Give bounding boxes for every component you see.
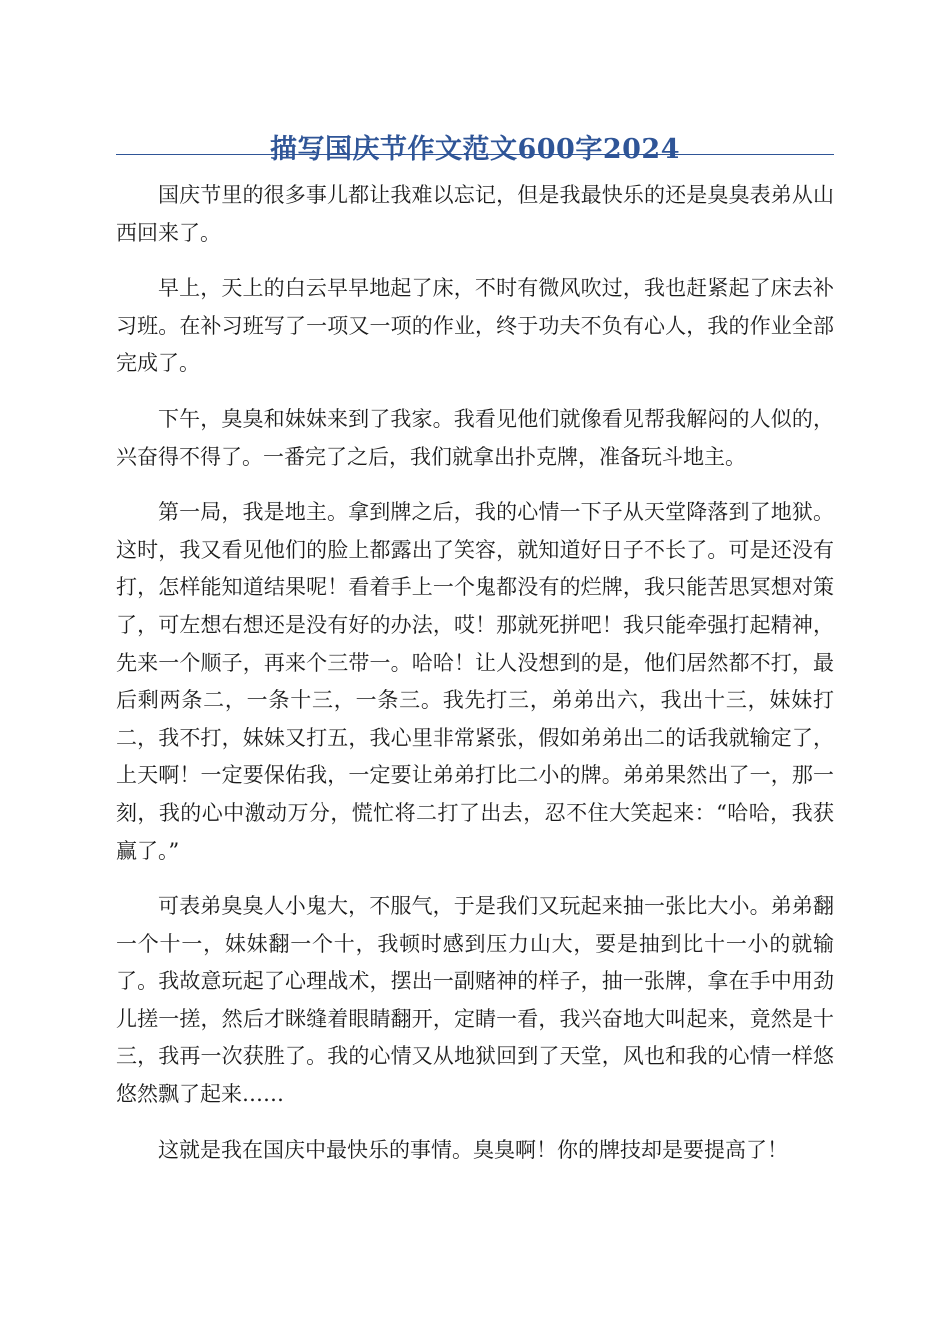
- paragraph-6: 这就是我在国庆中最快乐的事情。臭臭啊！你的牌技却是要提高了！: [158, 1137, 788, 1162]
- document-body: [116, 177, 834, 1187]
- paragraph-5: 可表弟臭臭人小鬼大，不服气，于是我们又玩起来抽一张比大小。弟弟翻一个十一，妹妹翻一个十，我顿时感到压力山大，要是抽到比十一小的就输了。我故意玩起了心理战术，摆出一副赌神的样子，抽一张牌，拿在手中用劲儿搓一搓，然后才眯缝着眼睛翻开，定睛一看，我兴奋地大叫起来，竟然是十三，我再一次获胜了。我的心情又从地狱回到了天堂，风也和我的心情一样悠悠然飘了起来……: [116, 894, 834, 1107]
- title-underline: [116, 154, 834, 155]
- paragraph-3: 下午，臭臭和妹妹来到了我家。我看见他们就像看见帮我解闷的人似的，兴奋得不得了。一番完了之后，我们就拿出扑克牌，准备玩斗地主。: [116, 406, 834, 469]
- document-title: 描写国庆节作文范文600字2024: [269, 134, 680, 166]
- paragraph-1: 国庆节里的很多事儿都让我难以忘记，但是我最快乐的还是臭臭表弟从山西回来了。: [116, 183, 834, 245]
- paragraph-2: 早上，天上的白云早早地起了床，不时有微风吹过，我也赶紧起了床去补习班。在补习班写了一项又一项的作业，终于功夫不负有心人，我的作业全部完成了。: [116, 276, 834, 376]
- paragraph-4: 第一局，我是地主。拿到牌之后，我的心情一下子从天堂降落到了地狱。这时，我又看见他们的脸上都露出了笑容，就知道好日子不长了。可是还没有打，怎样能知道结果呢！看着手上一个鬼都没有的烂牌，我只能苦思冥想对策了，可左想右想还是没有好的办法，哎！那就死拼吧！我只能牵强打起精神，先来一个顺子，再来个三带一。哈哈！让人没想到的是，他们居然都不打，最后剩两条二，一条十三，一条三。我先打三，弟弟出六，我出十三，妹妹打二，我不打，妹妹又打五，我心里非常紧张，假如弟弟出二的话我就输定了，上天啊！一定要保佑我，一定要让弟弟打比二小的牌。弟弟果然出了一，那一刻，我的心中激动万分，慌忙将二打了出去，忍不住大笑起来：“哈哈，我获赢了。”: [116, 500, 834, 863]
